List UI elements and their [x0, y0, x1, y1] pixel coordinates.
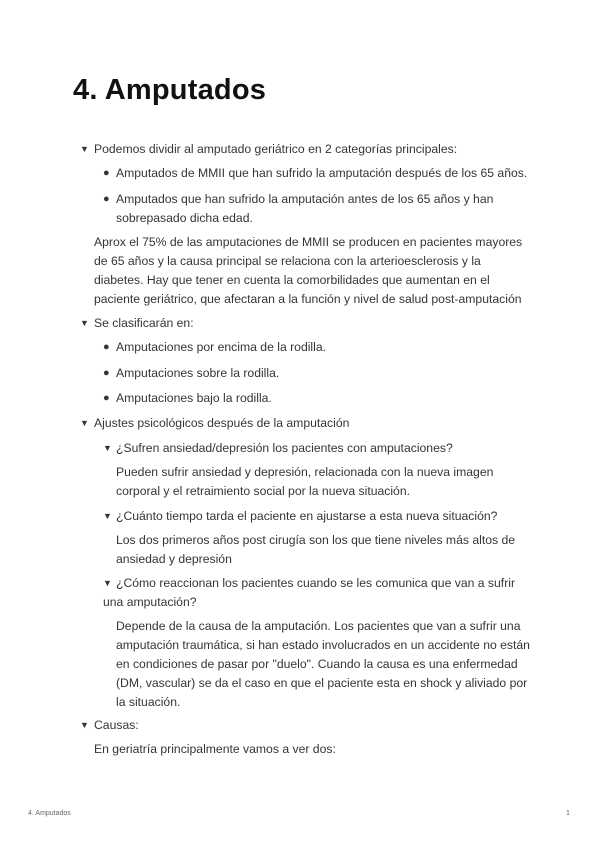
- bullet-dot-icon: ●: [103, 193, 110, 205]
- toggle-categories-label[interactable]: Podemos dividir al amputado geriátrico en 2 categorías principales:: [94, 142, 458, 156]
- toggle-question-time[interactable]: ¿Cuánto tiempo tarda el paciente en ajustarse a esta nueva situación?: [116, 509, 498, 523]
- toggle-triangle-icon[interactable]: ▼: [103, 578, 112, 588]
- answer-anxiety: Pueden sufrir ansiedad y depresión, relacionada con la nueva imagen corporal y el retraimiento social por la nueva situación.: [116, 465, 494, 498]
- toggle-question-reaction[interactable]: ¿Cómo reaccionan los pacientes cuando se les comunica que van a sufrir: [116, 576, 516, 590]
- list-item-continuation: sobrepasado dicha edad.: [116, 211, 253, 225]
- toggle-triangle-icon[interactable]: ▼: [80, 720, 89, 730]
- answer-reaction: Depende de la causa de la amputación. Los pacientes que van a sufrir una amputación traumática, si han estado involucrados en un accidente no están en condiciones de pasar por "duelo". Cuando la causa es una enfermedad (DM, vascular) se da el caso en que el paciente esta en shock y aliviado por la situación.: [116, 619, 530, 709]
- list-item: Amputaciones sobre la rodilla.: [116, 366, 280, 380]
- list-item: Amputaciones por encima de la rodilla.: [116, 340, 327, 354]
- toggle-psychological-label[interactable]: Ajustes psicológicos después de la amputación: [94, 416, 350, 430]
- list-item: Amputaciones bajo la rodilla.: [116, 391, 272, 405]
- toggle-triangle-icon[interactable]: ▼: [80, 318, 89, 328]
- toggle-triangle-icon[interactable]: ▼: [103, 511, 112, 521]
- bullet-dot-icon: ●: [103, 392, 110, 404]
- toggle-triangle-icon[interactable]: ▼: [103, 443, 112, 453]
- page-title: 4. Amputados: [73, 74, 267, 106]
- footer-title: 4. Amputados: [28, 810, 71, 817]
- toggle-triangle-icon[interactable]: ▼: [80, 144, 89, 154]
- toggle-question-reaction-continuation[interactable]: una amputación?: [103, 595, 197, 609]
- paragraph-causes: En geriatría principalmente vamos a ver dos:: [94, 742, 336, 756]
- toggle-question-anxiety[interactable]: ¿Sufren ansiedad/depresión los pacientes con amputaciones?: [116, 441, 453, 455]
- paragraph-prevalence: Aprox el 75% de las amputaciones de MMII se producen en pacientes mayores de 65 años y la causa principal se relaciona con la arterioesclerosis y la diabetes. Hay que tener en cuenta la comorbilidades que aumentan en el paciente geriátrico, que afectaran a la función y nivel de salud post-amputación: [94, 235, 523, 306]
- bullet-dot-icon: ●: [103, 367, 110, 379]
- bullet-dot-icon: ●: [103, 341, 110, 353]
- toggle-classification-label[interactable]: Se clasificarán en:: [94, 316, 194, 330]
- bullet-dot-icon: ●: [103, 167, 110, 179]
- answer-time: Los dos primeros años post cirugía son los que tiene niveles más altos de ansiedad y depresión: [116, 533, 516, 566]
- list-item: Amputados que han sufrido la amputación antes de los 65 años y han: [116, 192, 494, 206]
- list-item: Amputados de MMII que han sufrido la amputación después de los 65 años.: [116, 166, 528, 180]
- footer-page-number: 1: [566, 810, 570, 817]
- toggle-triangle-icon[interactable]: ▼: [80, 418, 89, 428]
- toggle-causes-label[interactable]: Causas:: [94, 718, 139, 732]
